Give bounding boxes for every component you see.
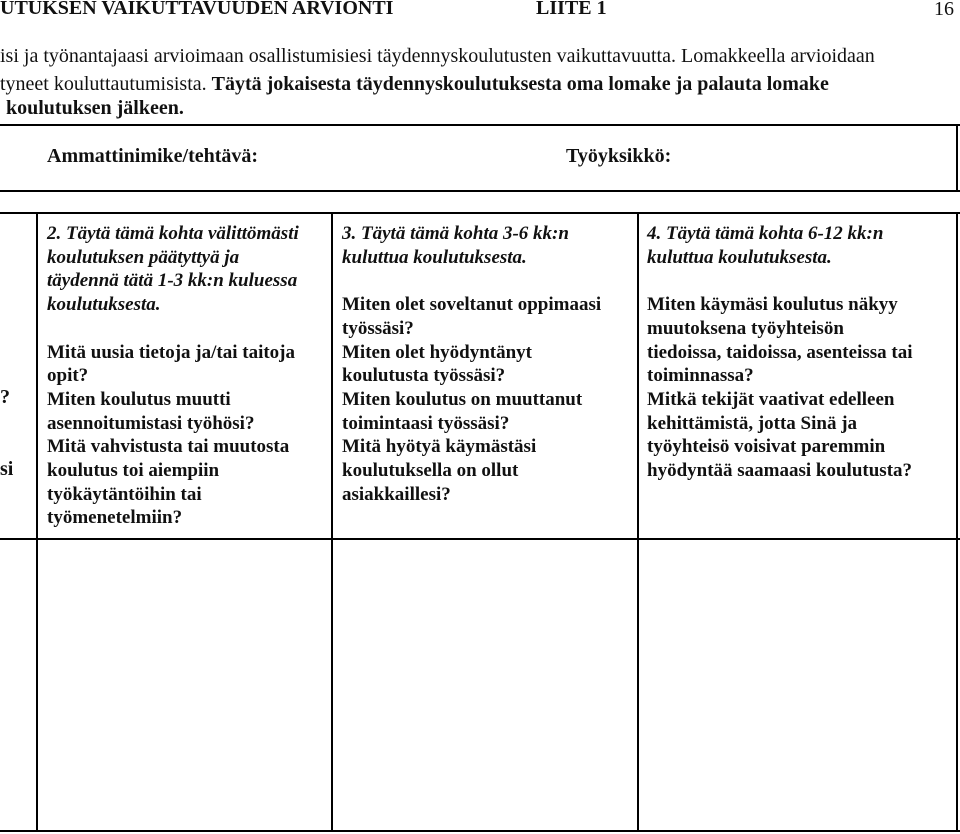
intro-line-1: isi ja työnantajaasi arvioimaan osallistumisiesi täydennyskoulutusten vaikuttavuutta. Lomakkeella arvioidaan [0,45,875,67]
column-4-cell [647,222,913,483]
intro-line-2-normal: tyneet kouluttautumisista. [0,73,207,95]
column-4-instruction-line: kuluttua koulutuksesta. [647,246,832,268]
column-4-question-line: hyödyntää saamaasi koulutusta? [647,460,913,482]
column-2-question-line: työkäytäntöihin tai [47,483,202,505]
document-title: UTUKSEN VAIKUTTAVUUDEN ARVIONTI [0,0,394,19]
table-bottom-border [0,830,960,832]
column-2-question-line: opit? [47,365,89,387]
intro-line-3: koulutuksen jälkeen. [6,97,184,119]
column-3-cell [342,222,601,506]
appendix-label: LIITE 1 [536,0,607,19]
column-3-question-line: koulutuksella on ollut [342,460,519,482]
left-column-fragment-2: si [0,458,14,480]
column-3-question-line: Miten olet soveltanut oppimaasi [342,294,602,316]
column-2-question-line: työmenetelmiin? [47,507,183,529]
column-3-instruction-line: kuluttua koulutuksesta. [342,246,527,268]
left-column-fragment-1: ? [0,386,10,408]
job-title-label: Ammattinimike/tehtävä: [47,145,259,167]
column-2-spacer [47,317,299,341]
column-3-question-line: Miten olet hyödyntänyt [342,341,532,363]
column-2-question-line: asennoitumistasi työhösi? [47,412,255,434]
info-box-bottom-border [0,190,960,192]
column-4-question-line: muutoksena työyhteisön [647,317,844,339]
column-2-cell [47,222,299,530]
column-2-question-line: Mitä vahvistusta tai muutosta [47,436,290,458]
work-unit-label: Työyksikkö: [566,145,672,167]
column-3-answer-cell[interactable] [333,540,637,830]
column-4-question-line: Miten käymäsi koulutus näkyy [647,294,898,316]
column-2-instruction-line: koulutuksesta. [47,294,161,316]
column-3-question-line: työssäsi? [342,317,414,339]
column-4-question-line: työyhteisö voisivat paremmin [647,436,886,458]
column-2-question-line: Miten koulutus muutti [47,388,231,410]
column-2-question-line: koulutus toi aiempiin [47,460,220,482]
column-4-question-line: tiedoissa, taidoissa, asenteissa tai [647,341,913,363]
column-4-instruction-line: 4. Täytä tämä kohta 6-12 kk:n [647,223,884,244]
column-2-instruction-line: 2. Täytä tämä kohta välittömästi [47,223,299,244]
table-top-border [0,212,960,214]
column-4-question-line: Mitkä tekijät vaativat edelleen [647,388,895,410]
column-3-question-line: toimintaasi työssäsi? [342,412,510,434]
column-4-answer-cell[interactable] [639,540,956,830]
column-2-question-line: Mitä uusia tietoja ja/tai taitoja [47,341,296,363]
column-3-question-line: Miten koulutus on muuttanut [342,388,583,410]
column-3-spacer [342,269,601,293]
column-4-question-line: kehittämistä, jotta Sinä ja [647,412,858,434]
column-2-answer-cell[interactable] [38,540,331,830]
column-3-instruction-line: 3. Täytä tämä kohta 3-6 kk:n [342,223,569,244]
info-box-right-border [956,124,958,192]
column-3-question-line: koulutusta työssäsi? [342,365,506,387]
info-box-top-border [0,124,960,126]
column-2-instruction-line: täydennä tätä 1-3 kk:n kuluessa [47,270,298,292]
intro-line-2-bold: Täytä jokaisesta täydennyskoulutuksesta oma lomake ja palauta lomake [211,73,829,95]
column-4-question-line: toiminnassa? [647,365,754,387]
page-number: 16 [934,0,954,20]
column-3-question-line: asiakkaillesi? [342,483,451,505]
table-right-border [956,212,958,832]
column-3-question-line: Mitä hyötyä käymästäsi [342,436,537,458]
column-4-spacer [647,269,913,293]
column-2-instruction-line: koulutuksen päätyttyä ja [47,246,240,268]
